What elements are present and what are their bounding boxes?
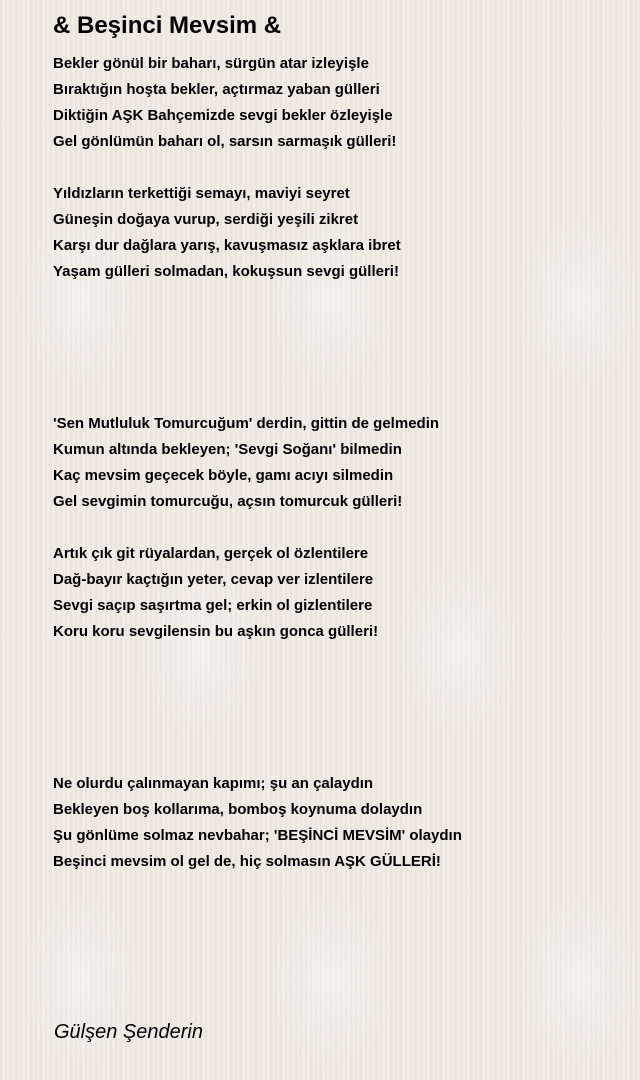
poem-line: Beşinci mevsim ol gel de, hiç solmasın AŞK GÜLLERİ! xyxy=(53,853,441,870)
poem-line: Bekleyen boş kollarıma, bomboş koynuma dolaydın xyxy=(53,801,423,818)
poem-line: Dağ-bayır kaçtığın yeter, cevap ver izlentilere xyxy=(53,571,374,588)
poem-line: Güneşin doğaya vurup, serdiği yeşili zikret xyxy=(53,211,359,228)
poem-line: Kumun altında bekleyen; 'Sevgi Soğanı' bilmedin xyxy=(53,441,402,458)
stanza-2 xyxy=(53,181,401,285)
poem-line: Karşı dur dağlara yarış, kavuşmasız aşklara ibret xyxy=(53,237,401,254)
stanza-1 xyxy=(53,51,396,155)
poem-title: & Beşinci Mevsim & xyxy=(53,12,282,39)
poem-line: Artık çık git rüyalardan, gerçek ol özlentilere xyxy=(53,545,369,562)
poem-line: Koru koru sevgilensin bu aşkın gonca gülleri! xyxy=(53,623,379,640)
poem-line: Sevgi saçıp saşırtma gel; erkin ol gizlentilere xyxy=(53,597,373,614)
poem-line: Yaşam gülleri solmadan, kokuşsun sevgi gülleri! xyxy=(53,263,399,280)
author-signature: Gülşen Şenderin xyxy=(54,1021,203,1043)
poem-line: Bıraktığın hoşta bekler, açtırmaz yaban gülleri xyxy=(53,81,380,98)
poem-line: Bekler gönül bir baharı, sürgün atar izleyişle xyxy=(53,55,369,72)
poem-line: Diktiğin AŞK Bahçemizde sevgi bekler özleyişle xyxy=(53,107,393,124)
poem-line: 'Sen Mutluluk Tomurcuğum' derdin, gittin de gelmedin xyxy=(53,415,440,432)
poem-line: Ne olurdu çalınmayan kapımı; şu an çalaydın xyxy=(53,775,374,792)
poem-line: Gel sevgimin tomurcuğu, açsın tomurcuk gülleri! xyxy=(53,493,403,510)
stanza-5 xyxy=(53,771,462,875)
poem-line: Şu gönlüme solmaz nevbahar; 'BEŞİNCİ MEVSİM' olaydın xyxy=(53,827,462,844)
poem-line: Kaç mevsim geçecek böyle, gamı acıyı silmedin xyxy=(53,467,394,484)
stanza-3 xyxy=(53,411,439,515)
poem-line: Yıldızların terkettiği semayı, maviyi seyret xyxy=(53,185,350,202)
stanza-4 xyxy=(53,541,378,645)
poem-line: Gel gönlümün baharı ol, sarsın sarmaşık gülleri! xyxy=(53,133,397,150)
